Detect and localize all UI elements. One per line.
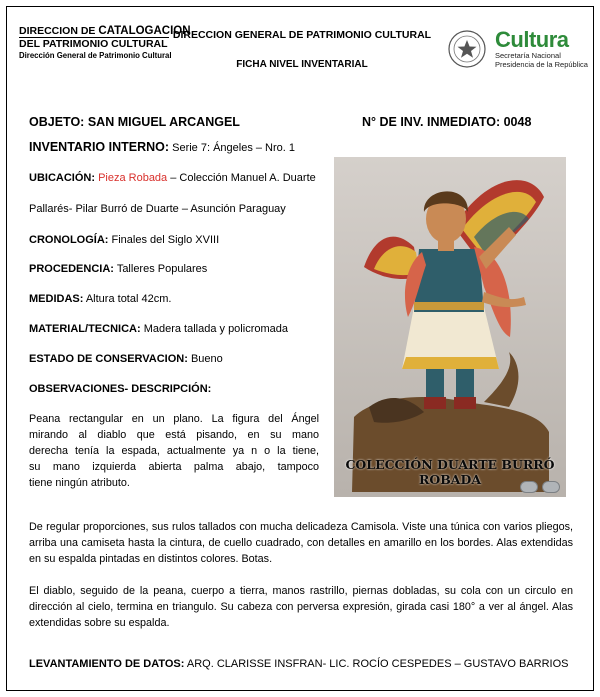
field-label: ESTADO DE CONSERVACION: <box>29 353 188 365</box>
desc-line: su mano izquierda abierta palma abajo, tampoco <box>29 461 319 473</box>
field-label: PROCEDENCIA: <box>29 263 114 275</box>
field-cronologia <box>29 233 219 247</box>
statue-illustration <box>334 157 566 497</box>
ninv-label: N° DE INV. INMEDIATO: <box>362 115 501 129</box>
header-titles <box>172 29 432 70</box>
field-value: Finales del Siglo XVIII <box>111 234 220 246</box>
desc-line: mirando al diablo que está pisando, en su mano <box>29 429 319 441</box>
org-line1-strong: CATALOGACION <box>98 25 191 37</box>
stolen-highlight: Pieza Robada <box>98 172 168 184</box>
field-ubicacion-continuation: Pallarés- Pilar Burró de Duarte – Asunción Paraguay <box>29 203 286 215</box>
field-ubicacion <box>29 171 316 185</box>
field-value: – Colección Manuel A. Duarte <box>167 172 316 184</box>
description-paragraph-1 <box>29 411 319 491</box>
field-medidas <box>29 292 171 306</box>
field-label: LEVANTAMIENTO DE DATOS: <box>29 658 185 670</box>
field-value: Talleres Populares <box>116 263 208 275</box>
artwork-photo <box>334 157 566 497</box>
brand-sub1: Secretaría Nacional <box>495 51 561 60</box>
field-value: ARQ. CLARISSE INSFRAN- LIC. ROCÍO CESPEDES – GUSTAVO BARRIOS <box>184 658 569 670</box>
brand-sub2: Presidencia de la República <box>495 60 588 69</box>
objeto-value: SAN MIGUEL ARCANGEL <box>87 115 240 129</box>
org-logo-text <box>19 25 191 61</box>
org-line1-prefix: DIRECCION DE <box>19 25 99 37</box>
field-levantamiento <box>29 657 569 671</box>
field-label: INVENTARIO INTERNO: <box>29 140 170 154</box>
field-inventario-interno <box>29 140 295 155</box>
inventory-sheet <box>6 6 594 691</box>
header-title: DIRECCION GENERAL DE PATRIMONIO CULTURAL <box>172 29 432 41</box>
description-paragraph-3: El diablo, seguido de la peana, cuerpo a tierra, manos rastrillo, piernas dobladas, su cola con un circulo en dirección al cielo, termina en triangulo. Su cabeza con perversa expresión, girada casi 180° a ver al ángel. Alas extendidas sobre su espalda. <box>29 585 573 629</box>
photo-badge-icon <box>520 481 538 493</box>
watermark-line1: COLECCIÓN DUARTE BURRÓ <box>345 457 555 472</box>
watermark-line2: ROBADA <box>418 472 482 487</box>
field-label: MEDIDAS: <box>29 293 84 305</box>
national-seal-icon <box>447 29 487 69</box>
desc-line: derecha tenía la espada, actualmente ya n o la tiene, <box>29 445 319 457</box>
org-line3-prefix: Dirección General de <box>19 51 100 60</box>
org-line2: DEL PATRIMONIO CULTURAL <box>19 38 168 50</box>
field-estado <box>29 352 223 366</box>
field-value: Bueno <box>190 353 223 365</box>
field-label: OBSERVACIONES- DESCRIPCIÓN: <box>29 383 212 395</box>
field-procedencia <box>29 262 207 276</box>
field-observaciones <box>29 382 211 396</box>
field-value: Altura total 42cm. <box>85 293 172 305</box>
brand-name: Cultura <box>495 27 569 52</box>
desc-line: Peana rectangular en un plano. La figura del Ángel <box>29 413 319 425</box>
cultura-brand <box>495 29 588 69</box>
objeto-row <box>29 115 240 129</box>
field-label: CRONOLOGÍA: <box>29 234 109 246</box>
header-subtitle: FICHA NIVEL INVENTARIAL <box>236 59 368 70</box>
objeto-label: OBJETO: <box>29 115 85 129</box>
field-label: MATERIAL/TECNICA: <box>29 323 141 335</box>
field-material <box>29 322 288 336</box>
field-label: UBICACIÓN: <box>29 172 95 184</box>
field-value: Madera tallada y policromada <box>143 323 288 335</box>
org-line3-strong: Patrimonio Cultural <box>99 51 172 60</box>
ninv-value: 0048 <box>503 115 532 129</box>
inventario-inmediato-row <box>362 115 531 129</box>
description-paragraph-2: De regular proporciones, sus rulos tallados con mucha delicadeza Camisola. Viste una túnica con varios pliegos, arriba una camiseta hasta la cintura, de cuello cuadrado, con detalles en amarillo en los bordes. Alas extendidas en su espalda pintadas en distintos colores. Botas. <box>29 521 573 565</box>
photo-badge-icon <box>542 481 560 493</box>
desc-line: tiene ningún atributo. <box>29 477 130 489</box>
field-value: Serie 7: Ángeles – Nro. 1 <box>172 142 296 154</box>
